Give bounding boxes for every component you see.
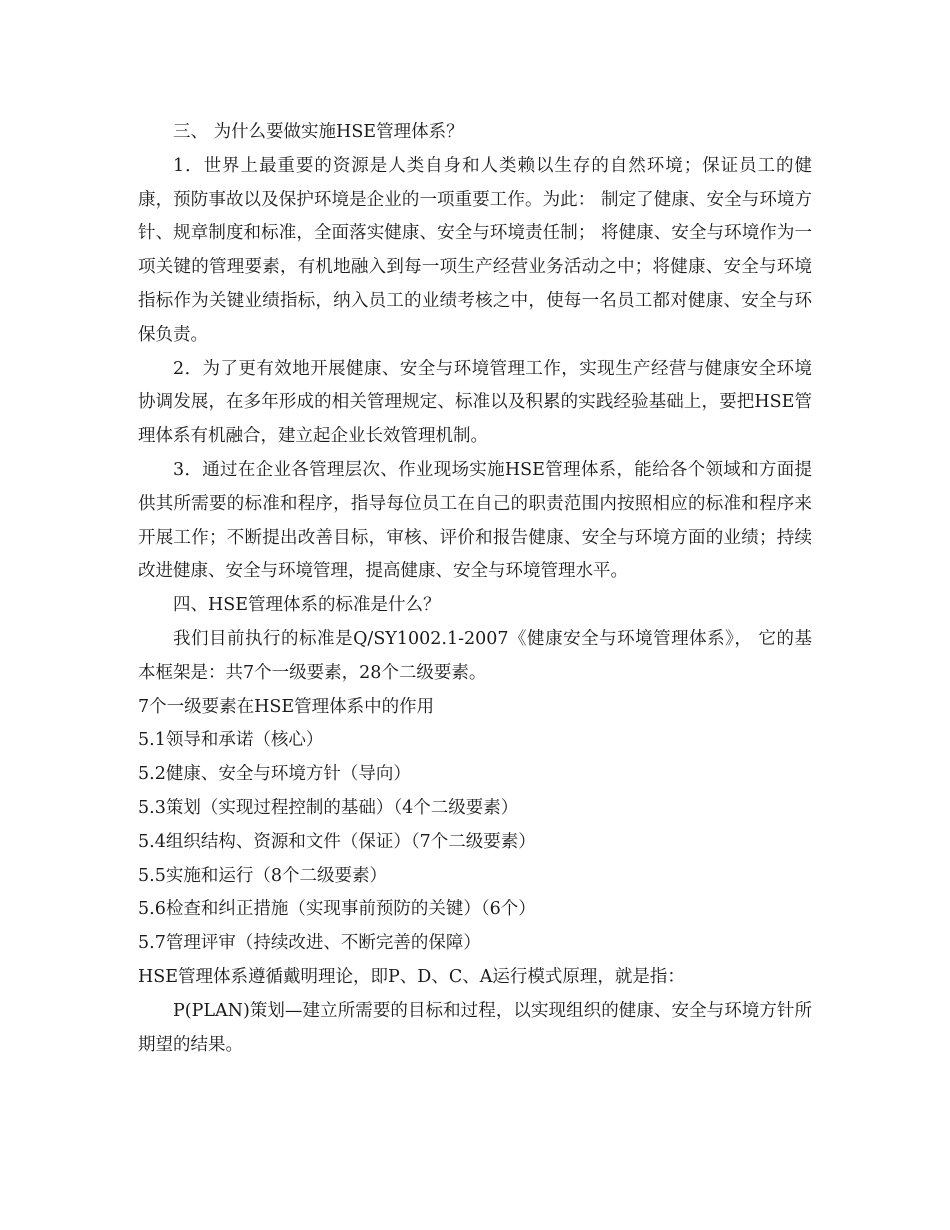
element-5-2: 5.2健康、安全与环境方针（导向） — [138, 764, 411, 785]
document-body — [138, 116, 812, 1062]
element-5-1: 5.1领导和承诺（核心） — [138, 730, 324, 751]
element-5-7: 5.7管理评审（持续改进、不断完善的保障） — [138, 933, 481, 954]
pdca-plan: P(PLAN)策划—建立所需要的目标和过程，以实现组织的健康、安全与环境方针所期望的结果。 — [138, 1000, 812, 1055]
paragraph-2: 2．为了更有效地开展健康、安全与环境管理工作，实现生产经营与健康安全环境协调发展，在多年形成的相关管理规定、标准以及积累的实践经验基础上，要把HSE管理体系有机融合，建立起企业长效管理机制。 — [138, 358, 812, 447]
section-heading-3: 三、 为什么要做实施HSE管理体系？ — [173, 122, 464, 142]
element-5-6: 5.6检查和纠正措施（实现事前预防的关键）（6个） — [138, 899, 536, 920]
element-5-3: 5.3策划（实现过程控制的基础）（4个二级要素） — [138, 797, 519, 818]
elements-intro: 7个一级要素在HSE管理体系中的作用 — [138, 696, 435, 717]
standard-paragraph: 我们目前执行的标准是Q/SY1002.1-2007《健康安全与环境管理体系》， 它的基本框架是：共7个一级要素，28个二级要素。 — [138, 628, 812, 683]
paragraph-3: 3．通过在企业各管理层次、作业现场实施HSE管理体系，能给各个领域和方面提供其所需要的标准和程序，指导每位员工在自己的职责范围内按照相应的标准和程序来开展工作；不断提出改善目标，审核、评价和报告健康、安全与环境方面的业绩；持续改进健康、安全与环境管理，提高健康、安全与环境管理水平。 — [138, 459, 812, 582]
pdca-intro: HSE管理体系遵循戴明理论，即P、D、C、A运行模式原理，就是指： — [138, 966, 685, 987]
element-5-4: 5.4组织结构、资源和文件（保证）（7个二级要素） — [138, 831, 536, 852]
section-heading-4: 四、HSE管理体系的标准是什么？ — [173, 595, 441, 616]
paragraph-1: 1．世界上最重要的资源是人类自身和人类赖以生存的自然环境；保证员工的健康，预防事故以及保护环境是企业的一项重要工作。为此： 制定了健康、安全与环境方针、规章制度和标准，全面落实健康、安全与环境责任制； 将健康、安全与环境作为一项关键的管理要素，有机地融入到每一项生产经营业务活动之中；将健康、安全与环境指标作为关键业绩指标，纳入员工的业绩考核之中，使每一名员工都对健康、安全与环保负责。 — [138, 155, 812, 345]
element-5-5: 5.5实施和运行（8个二级要素） — [138, 865, 387, 886]
